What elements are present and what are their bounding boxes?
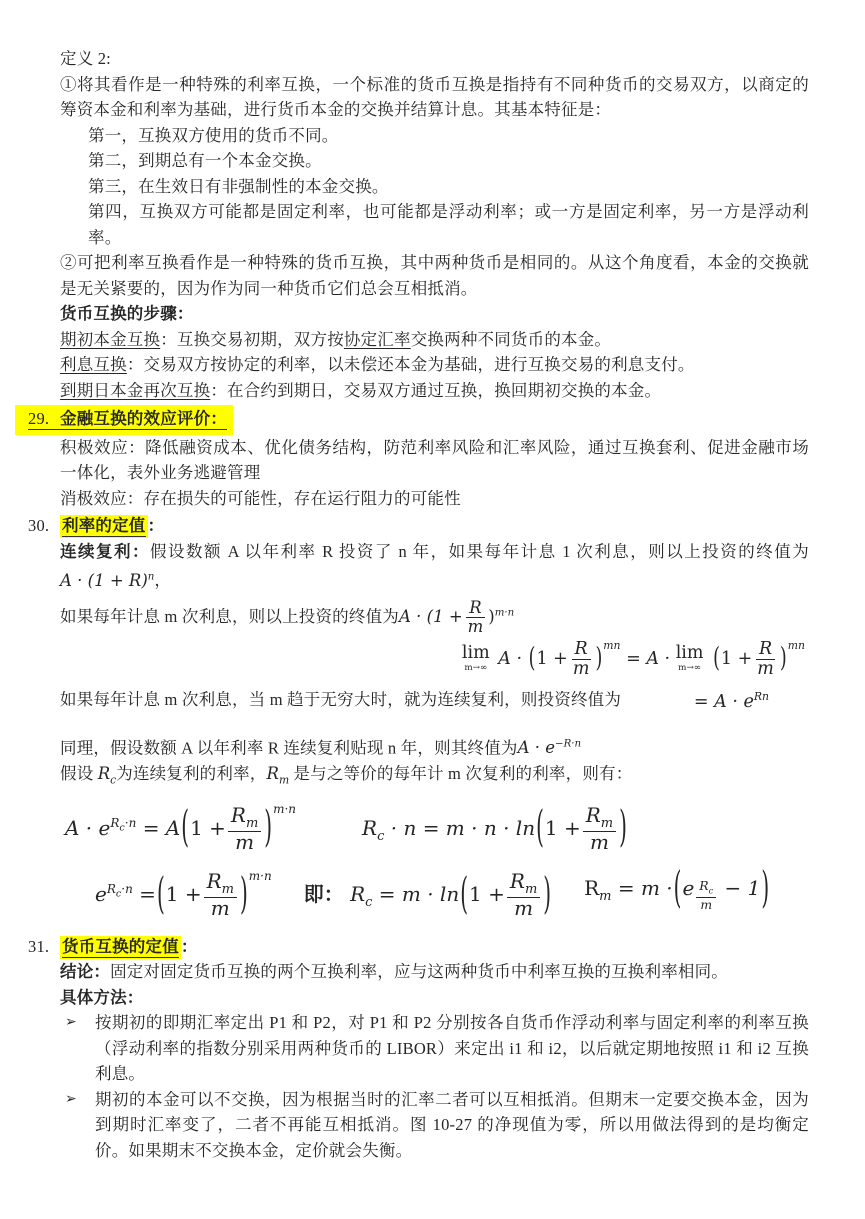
m-times-line: 如果每年计息 m 次利息，则以上投资的终值为A · (1 + $\frac{R}{m}$ )$^{m\cdot n}$	[60, 598, 515, 636]
fraction-Rm-over-m: $\frac{R_m}{m}$	[204, 871, 237, 920]
conclusion-line: 结论：固定对固定货币互换的两个互换利率，应与这两种货币中利率互换的互换利率相同。	[60, 962, 729, 982]
formula-f7: $R_c \cdot n = m \cdot n \cdot \ln(1$ + $\frac{R_m}{m}$ )	[362, 800, 627, 854]
feature-item-1: 第一，互换双方使用的货币不同。	[88, 125, 339, 145]
limit-operator: lim m→∞	[461, 642, 490, 674]
step-line-3: 到期日本金再次互换：在合约到期日，交易双方通过互换，换回期初交换的本金。	[60, 380, 662, 400]
formula-continuous-value: = $A \cdot e^{Rn}$	[693, 690, 769, 713]
arrow-bullet-icon: ➢	[65, 1090, 77, 1107]
step-line-1: 期初本金互换：互换交易初期，双方按协定汇率交换两种不同货币的本金。	[60, 329, 612, 349]
formula-row-1	[65, 800, 865, 854]
discount-line: 同理，假设数额 A 以年利率 R 连续复利贴现 n 年，则其终值为$A \cdot e^{-R\cdot n}$	[60, 738, 582, 758]
fraction-Rm-over-m: $\frac{R_m}{m}$	[583, 805, 616, 854]
formula-row-2	[95, 861, 865, 921]
symbol-Rm: $R_m$	[266, 763, 290, 787]
assume-rates-line: 假设 $R_c$为连续复利的利率，$R_m$ 是与之等价的每年计 m 次复利的利率，则有：	[60, 763, 633, 787]
item-29-title: 金融互换的效应评价：	[60, 409, 227, 428]
definition-2-title	[60, 46, 809, 72]
conclusion-label: 结论：	[60, 962, 111, 982]
formula-block	[65, 800, 865, 921]
item-31-number: 31.	[28, 936, 50, 956]
bullet-item-2: ➢ 期初的本金可以不交换，因为根据当时的汇率二者可以互相抵消。但期末一定要交换本金，因为到期时汇率变了，二者不再能互相抵消。图 10-27 的净现值为零，所以用做法得到的是均衡定价。如果期末不交换本金，定价就会失衡。	[65, 1087, 809, 1164]
fraction-R-over-m: $\frac{R}{m}$	[572, 638, 590, 679]
formula-f6: $A \cdot e^{R_c\cdot n} = A(1$ + $\frac{R_m}{m}$ )$^{m\cdot n}$	[65, 800, 297, 854]
underlined-term: 期初本金互换	[60, 329, 161, 349]
feature-item-3: 第三，在生效日有非强制性的本金交换。	[88, 176, 389, 196]
item-31-title: 货币互换的定值	[62, 936, 179, 956]
fraction-Rm-over-m: $\frac{R_m}{m}$	[228, 805, 261, 854]
underlined-term: 协定汇率	[343, 329, 411, 349]
feature-item-2: 第二，到期总有一个本金交换。	[88, 151, 322, 170]
step-line-2: 利息互换：交易双方按协定的利率，以未偿还本金为基础，进行互换交易的利息支付。	[60, 355, 695, 374]
fraction-Rm-over-m: $\frac{R_m}{m}$	[507, 871, 540, 920]
underlined-term: 利息互换	[60, 355, 127, 374]
paragraph-1-text: ①将其看作是一种特殊的利率互换，一个标准的货币互换是指持有不同种货币的交易双方，以商定的筹资本金和利率为基础，进行货币本金的交换并结算计息。其基本特征是：	[60, 74, 809, 119]
formula-annual-compound: $A \cdot (1 + R)^n$	[60, 570, 155, 590]
feature-item-4: 第四，互换双方可能都是固定利率，也可能都是浮动利率；或一方是固定利率，另一方是浮动利率。	[88, 202, 809, 247]
formula-f10: $R_m = m \cdot(e$ $\frac{R_c}{m}$ − 1)	[584, 861, 770, 913]
item-30-colon: ：	[147, 516, 165, 535]
fraction-R-over-m: $\frac{R}{m}$	[757, 638, 774, 679]
formula-limit-display: lim m→∞ A · (1 + $\frac{R}{m}$ )$^{mn}$ = A · lim m→∞ (1 + $\frac{R}{m}$ )$^{mn}$	[461, 638, 805, 679]
item-31-colon: ：	[180, 936, 198, 956]
paragraph-1	[60, 72, 809, 123]
continuous-compounding-line: 连续复利：假设数额 A 以年利率 R 投资了 n 年，如果每年计息 1 次利息，则以上投资的终值为$A \cdot (1 + R)^n$，	[60, 541, 809, 590]
paragraph-2: ②可把利率互换看作是一种特殊的货币互换，其中两种货币是相同的。从这个角度看，本金的交换就是无关紧要的，因为作为同一种货币它们总会互相抵消。	[60, 253, 809, 298]
item-29-heading	[15, 405, 865, 435]
item-29-number: 29.	[28, 409, 50, 428]
arrow-bullet-icon: ➢	[65, 1014, 77, 1031]
underlined-term: 到期日本金再次互换	[60, 380, 211, 400]
item-31-heading	[28, 934, 865, 960]
fraction-R-over-m: $\frac{R}{m}$	[467, 598, 484, 636]
method-heading: 具体方法：	[60, 987, 144, 1007]
definition-2-label: 定义 2:	[60, 49, 111, 68]
m-infinity-line: 如果每年计息 m 次利息，当 m 趋于无穷大时，就为连续复利，则投资终值为 = $A \cdot e^{Rn}$	[60, 684, 809, 715]
formula-f9: 即： $R_c = m \cdot \ln(1$ + $\frac{R_m}{m}$ )	[303, 867, 552, 921]
negative-effect-line: 消极效应：存在损失的可能性，存在运行阻力的可能性	[60, 488, 461, 508]
fraction-Rc-over-m: $\frac{R_c}{m}$	[696, 879, 716, 911]
continuous-compounding-label: 连续复利：	[60, 541, 150, 561]
formula-m-times-compound: A · (1 + $\frac{R}{m}$ )$^{m\cdot n}$	[398, 598, 515, 636]
steps-heading: 货币互换的步骤：	[60, 304, 194, 323]
formula-f9-label: 即：	[303, 881, 344, 906]
highlight-span	[60, 936, 181, 959]
formula-discount: $A \cdot e^{-R\cdot n}$	[517, 738, 582, 758]
highlight-span	[60, 515, 148, 538]
symbol-Rc: $R_c$	[97, 763, 117, 787]
highlight-span	[15, 405, 233, 435]
item-30-number: 30.	[28, 516, 50, 535]
bullet-item-1: ➢ 按期初的即期汇率定出 P1 和 P2，对 P1 和 P2 分别按各自货币作浮动利率与固定利率的利率互换（浮动利率的指数分别采用两种货币的 LIBOR）来定出 i1 和 i2，以后就定期地按照 i1 和 i2 互换利息。	[65, 1010, 809, 1087]
limit-operator: lim m→∞	[675, 642, 704, 674]
positive-effect-line: 积极效应：降低融资成本、优化债务结构，防范利率风险和汇率风险，通过互换套利、促进金融市场一体化，表外业务逃避管理	[60, 437, 809, 482]
formula-f8: $e^{R_c\cdot n} =(1$ + $\frac{R_m}{m}$ )$^{m\cdot n}$	[95, 867, 272, 921]
item-30-heading	[28, 513, 865, 539]
item-30-title: 利率的定值	[62, 516, 146, 535]
